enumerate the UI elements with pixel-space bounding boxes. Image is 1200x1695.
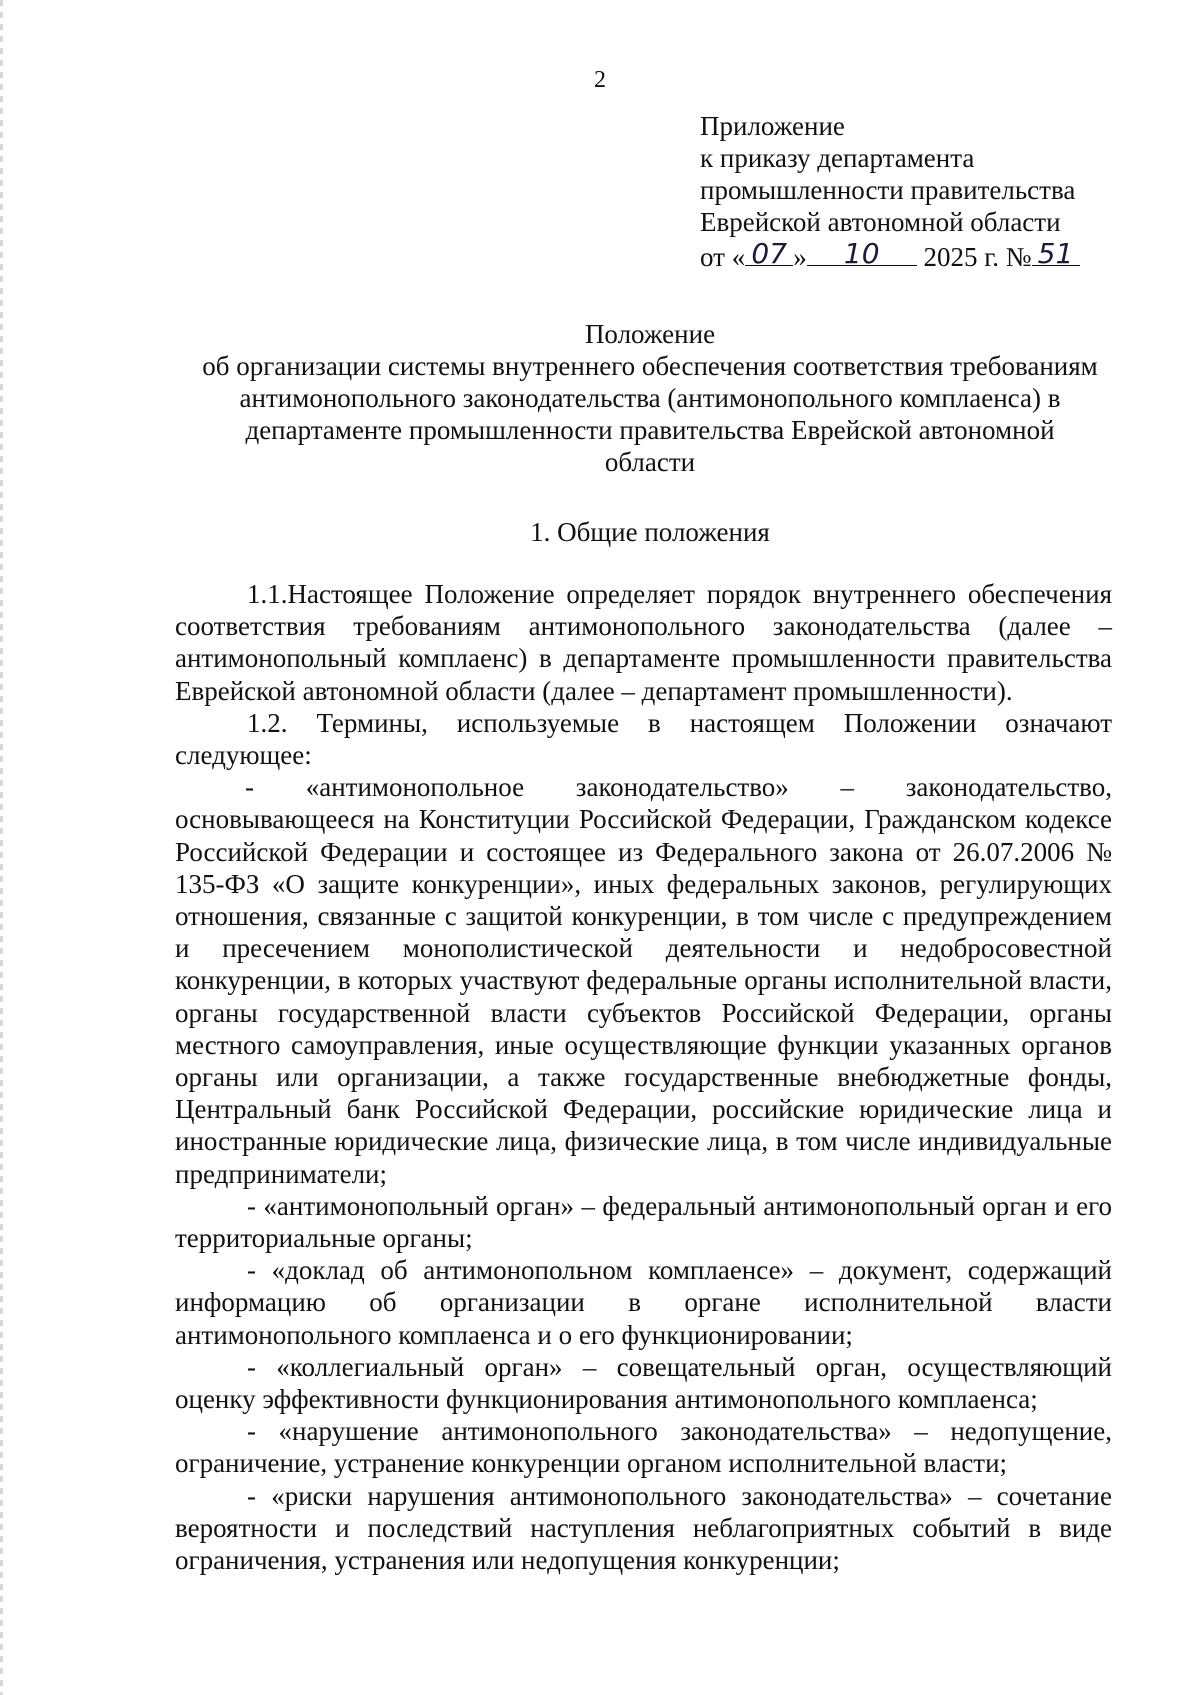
day-handwritten: 07 [751, 237, 788, 270]
order-number-field [1032, 237, 1080, 270]
day-field [745, 237, 793, 270]
month-field [807, 237, 917, 270]
paragraph-1-2: 1.2. Термины, используемые в настоящем Положении означают следующее: [175, 707, 1112, 771]
appendix-line-4: Еврейской автономной области [700, 207, 1061, 237]
section-heading: 1. Общие положения [530, 517, 770, 547]
term-antimonopoly-authority: - «антимонопольный орган» – федеральный антимонопольный орган и его территориальные органы; [175, 1190, 1112, 1254]
term-violation-risks: - «риски нарушения антимонопольного законодательства» – сочетание вероятности и последствий наступления неблагоприятных событий в виде ограничения, устранения или недопущения конкуренции; [175, 1480, 1112, 1576]
appendix-line-1: Приложение [700, 111, 845, 141]
appendix-line-2: к приказу департамента [700, 143, 975, 173]
appendix-line-3: промышленности правительства [700, 175, 1076, 205]
date-prefix: от « [700, 242, 746, 272]
scan-edge-marks [0, 0, 3, 1695]
title-line-2: об организации системы внутреннего обеспечения соответствия требованиям [202, 351, 1098, 381]
title-line-1: Положение [584, 319, 716, 349]
appendix-date-line [700, 238, 1120, 273]
term-violation: - «нарушение антимонопольного законодательства» – недопущение, ограничение, устранение конкуренции органом исполнительной власти; [175, 1416, 1112, 1479]
term-compliance-report: - «доклад об антимонопольном комплаенсе» – документ, содержащий информацию об организации в органе исполнительной власти антимонопольного комплаенса и о его функционировании; [175, 1255, 1112, 1350]
body-text [175, 578, 1112, 1576]
year-text: 2025 г. № [923, 242, 1032, 272]
title-line-5: области [604, 447, 696, 477]
title-line-4: департаменте промышленности правительства Еврейской автономной [245, 415, 1055, 445]
month-handwritten: 10 [843, 237, 880, 270]
page-number: 2 [594, 67, 606, 93]
document-title [170, 318, 1130, 478]
paragraph-1-1: 1.1.Настоящее Положение определяет порядок внутреннего обеспечения соответствия требованиям антимонопольного законодательства (далее – антимонопольный комплаенс) в департаменте промышленности правительства Еврейской автономной области (далее – департамент промышленности). [175, 579, 1112, 706]
term-antimonopoly-legislation: - «антимонопольное законодательство» – законодательство, основывающееся на Конституции Российской Федерации, Гражданском кодексе Российской Федерации и состоящее из Федерального закона от 26.07.2006 № 135-ФЗ «О защите конкуренции», иных федеральных законов, регулирующих отношения, связанные с защитой конкуренции, в том числе с предупреждением и пресечением монополистической деятельности и недобросовестной конкуренции, в которых участвуют федеральные органы исполнительной власти, органы государственной власти субъектов Российской Федерации, органы местного самоуправления, иные осуществляющие функции указанных органов органы или организации, а также государственные внебюджетные фонды, Центральный банк Российской Федерации, российские юридические лица и иностранные юридические лица, физические лица, в том числе индивидуальные предприниматели; [175, 772, 1112, 1189]
term-collegial-body: - «коллегиальный орган» – совещательный орган, осуществляющий оценку эффективности функционирования антимонопольного комплаенса; [175, 1351, 1112, 1415]
appendix-block [700, 110, 1120, 273]
date-quote-close: » [793, 242, 807, 272]
order-number-handwritten: 51 [1037, 237, 1074, 270]
title-line-3: антимонопольного законодательства (антимонопольного комплаенса) в [239, 383, 1061, 413]
